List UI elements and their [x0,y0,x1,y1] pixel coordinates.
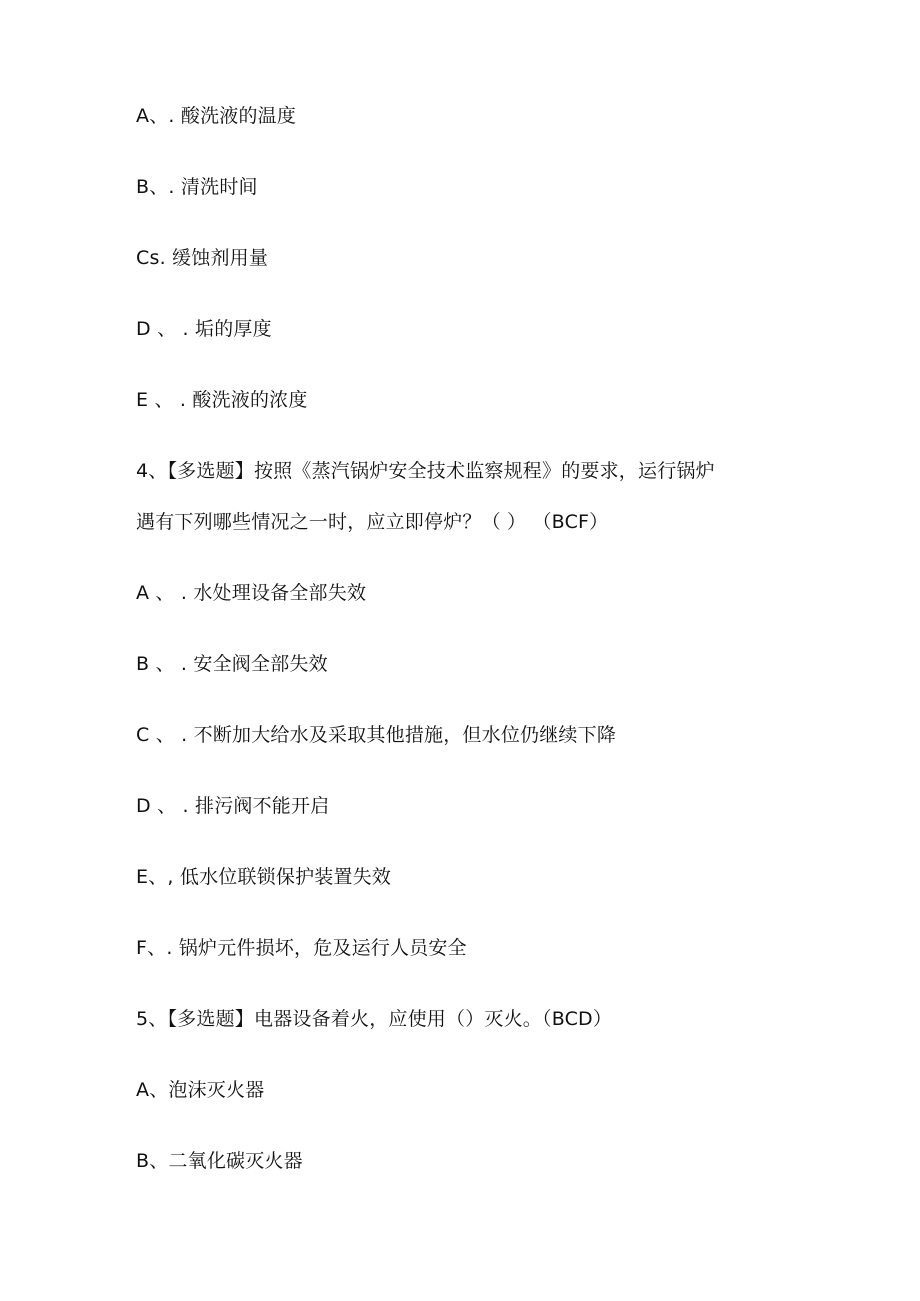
question-4-option-a: A 、 . 水处理设备全部失效 [136,582,367,604]
question-5-option-a: A、泡沫灭火器 [136,1079,265,1101]
question-4-option-e: E、, 低水位联锁保护装置失效 [136,866,392,888]
question-4-option-d: D 、 . 排污阀不能开启 [136,795,330,817]
question-5-text: 5、【多选题】电器设备着火，应使用（）灭火。（BCD） [136,1008,613,1030]
question-4-option-b: B 、 . 安全阀全部失效 [136,653,328,675]
option-a-acid-temperature: A、. 酸洗液的温度 [136,105,297,127]
question-5-option-b: B、二氧化碳灭火器 [136,1150,303,1172]
question-4-text-line-2: 遇有下列哪些情况之一时，应立即停炉？（ ） （BCF） [136,511,609,533]
option-d-scale-thickness: D 、 . 垢的厚度 [136,318,272,340]
question-4-option-c: C 、 . 不断加大给水及采取其他措施，但水位仍继续下降 [136,724,617,746]
option-e-acid-concentration: E 、 . 酸洗液的浓度 [136,389,308,411]
option-b-cleaning-time: B、. 清洗时间 [136,176,258,198]
question-4-option-f: F、. 锅炉元件损坏，危及运行人员安全 [136,937,467,959]
question-4-text-line-1: 4、【多选题】按照《蒸汽锅炉安全技术监察规程》的要求，运行锅炉 [136,460,715,482]
option-c-inhibitor-dosage: Cs. 缓蚀剂用量 [136,247,269,269]
